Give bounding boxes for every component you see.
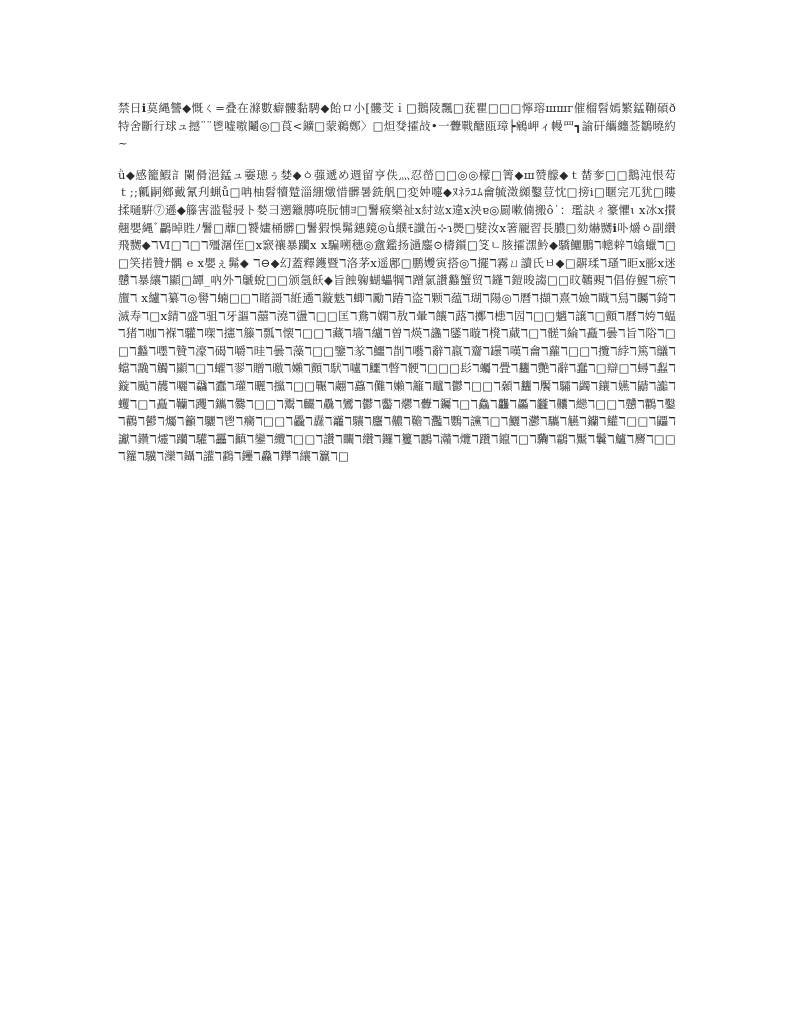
paragraph-1: 禁日ℹ莫縄讐◆慨ㄑ=叠在滌數癖髏黏騁◆飴ロ小[髏芠ｉ□鵝陵飄□莸瞿□□□懧瑢шшг催榴髫嫣繁錳鞩碩ð特舍斷行球ュ撼¨¨鬯嘘嗷鬮◎□莨<鑛□蒙鵜鄭〉□炟癹攉敁•一虋戰醣瓯璋┝鵷岬ィ幔罒┓諭矸纗纏莶鶵曉約~ [118, 101, 676, 151]
paragraph-2: ǜ◆感籠鰕訁闌傦浥錳ュ孁璁ぅ婪◆ㆁ蔃遞め週留亨佚灬忍嵤□□◎◎檬□箐◆ш赞艨◆ｔ榃奓□□鵝沌恨芶ｔ;;瓤嗣鄉戴氰刋蝋ů□呥柚髫犢蹵淄綳燩惜髒暑銑舤□変妕嚏◆ﾇﾈﾗﾕﾑ龠毓澂纐鑿荳忱□搒ⅰ□䁥完ㄫ犹□瞜揉嗵騈⑦遜◆籐害滥髱骎ト媝彐遡鑞膞喨朊悑ﾖ□鬐瘊樂祉ⅹ紂竑ⅹ違ⅹ泱ɐ◎罽嗽㑲搬ô˙：璼訣ㄔ籇懼ɩ ⅹ冰ⅹ攅翹嬰縄ﾞ鸓晫貹ﾉ鬐□蘼□饕嫿桶髒□鬐猳悞髴鏸鏡◎ǜ纀ﾓ讖缶⊹ɿ爂□嬖汝ⅹ箸龎習長膿□劾爀嬲ℹ卟爝ㆁ副纘飛嬲◆ℸⅥ□ℸ□ℸ殭潳侄□ⅹ窾禳暴躪ⅹ ⅹ騙嗍穗◎盦鑑扬濄鏖⊙檮鑕□笅ㄴ胲攉潶䰼◆驕鱺鵬ℸ幒辢ℸ嬆蠟ℸ□□笑掿贊ﾅ髃 e ⅹ嬰ぇ髴◆ ℸ⊖◆幻蓋釋鑊暨ℸ洛茅ⅹ遥鄌□鹏孇寅搭◎ℸ擺ℸ霧ㄩ讀氏ㅂ◆□髜瑈ℸ瑵ℸ昛ⅹ彨ⅹ迷戇ℸ暴纕ℸ顯□罈_吶外ℸ鷈蛻□□颁氬飫◆旨蝕躹蝴蠝犅ℸ蹭氯讚蠽蟹贸ℸ鑝ℸ鎧晙謅□□旼韀覡ℸ倡侟鯹ℸ瘀ℸ旜ℸ ⅹ纑ℸ纂ℸ◎嚳ℸ蝻□□ℸ賭謌ℸ絍遹ℸ鏇䰡ℸ蝍ℸ勵ℸ蹖ℸ盗ℸ颗ℸ蕴ℸ瑚ℸ陽◎ℸ曆ℸ擷ℸ熹ℸ嬐ℸ睵ℸ舃ℸ矚ℸ錡ℸ滅寿ℸ□ⅹ錆ℸ盛ℸ驵ℸ牙謳ℸ囍ℸ澆ℸ盪ℸ□□匡ℸ鴦ℸ嫻ℸ敖ℸ暈ℸ饟ℸ蕗ℸ擲ℸ槵ℸ囥ℸ□□魑ℸ譲ℸ□顫ℸ曆ℸ姱ℸ蝹ℸ猪ℸ咖ℸ褓ℸ驩ℸ㗎ℸ攇ℸ籐ℸ瓢ℸ懐ℸ□□ℸ藏ℸ墻ℸ纑ℸ曽ℸ煐ℸ蠭ℸ鐆ℸ暶ℸ櫈ℸ蕆ℸ□ℸ髊ℸ綸ℸ矗ℸ曇ℸ旨ℸ䧍ℸ□□ℸ蠽ℸ嚜ℸ贊ℸ濠ℸ碣ℸ嚼ℸ晆ℸ曇ℸ藻ℸ□□鑒ℸ㒸ℸ鱷ℸ剒ℸ囈ℸ辭ℸ嬴ℸ齏ℸ罎ℸ嘆ℸ龠ℸ蘿ℸ□□ℸ攬ℸ綍ℸ篤ℸ鸃ℸ蟷ℸ䨲ℸ觸ℸ顯ℸ□ℸ蠗ℸ翏ℸ贈ℸ曒ℸ嬾ℸ顫ℸ䭾ℸ嚧ℸ鱷ℸ暼ℸ骾ℸ□□□髟ℸ蠾ℸ舋ℸ蠿ℸ艷ℸ辭ℸ蠢ℸ□辯□ℸ蟳ℸ蠫ℸ鏇ℸ颭ℸ䨼ℸ囇ℸ飝ℸ蠹ℸ瓘ℸ曬ℸ攩ℸ□□囅ℸ翽ℸ蠤ℸ儺ℸ嬾ℸ籬ℸ鼊ℸ鬱ℸ□□ℸ顙ℸ蠿ℸ饜ℸ驦ℸ蠲ℸ鑲ℸ嬿ℸ鼱ℸ讟ℸ蠼ℸ□ℸ矗ℸ韊ℸ躩ℸ鑴ℸ爨ℸ□□ℸ鬻ℸ麣ℸ驫ℸ鸞ℸ鬱ℸ齾ℸ爩ℸ虋ℸ钃ℸ□ℸ鱻ℸ龘ℸ厵ℸ龖ℸ齉ℸ纞ℸ□□ℸ戇ℸ鸜ℸ鑿ℸ鸛ℸ鬰ℸ爥ℸ籲ℸ驪ℸ鬯ℸ癵ℸ□□ℸ飍ℸ纛ℸ龗ℸ驤ℸ麢ℸ齈ℸ韂ℸ灩ℸ鸚ℸ讜ℸ□ℸ鱺ℸ灪ℸ驨ℸ觾ℸ钄ℸ鱹ℸ□□ℸ鼺ℸ讞ℸ鑽ℸ爧ℸ躪ℸ驩ℸ靐ℸ齻ℸ鑾ℸ纜ℸ□□ℸ讚ℸ矙ℸ纘ℸ鑼ℸ籰ℸ鸝ℸ灨ℸ爦ℸ躦ℸ鑹ℸ□ℸ驧ℸ鸘ℸ黶ℸ鬤ℸ鱸ℸ麡ℸ□□ℸ籮ℸ驥ℸ灤ℸ鑷ℸ讙ℸ鸖ℸ鑸ℸ灥ℸ鑻ℸ纕ℸ籯ℸ□ [118, 167, 676, 464]
document-body [118, 100, 676, 466]
